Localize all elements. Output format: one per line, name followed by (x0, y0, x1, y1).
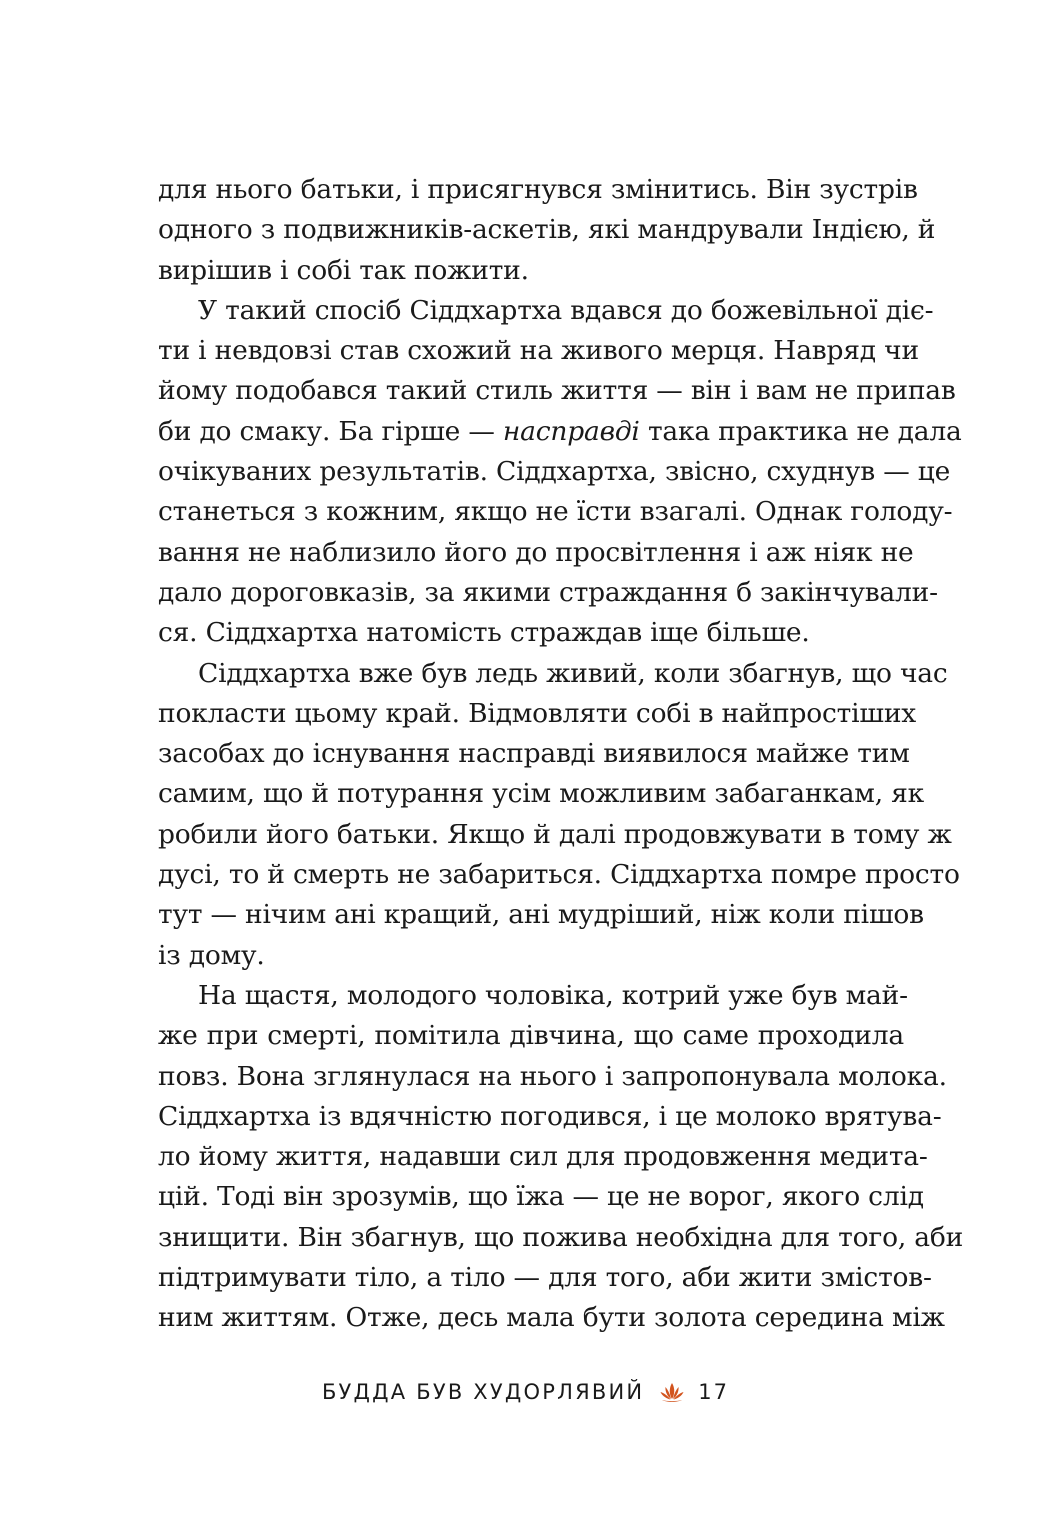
paragraph (158, 654, 960, 976)
text-line: би до смаку. Ба гірше — насправді така практика не дала (158, 415, 962, 447)
text-line: ти і невдовзі став схожий на живого мерця. Навряд чи (158, 335, 919, 367)
text-line: У такий спосіб Сіддхартха вдався до божевільної діє- (198, 294, 934, 326)
text-line: ним життям. Отже, десь мала бути золота середина між (158, 1302, 945, 1334)
text-line: Сіддхартха із вдячністю погодився, і це молоко врятува- (158, 1100, 942, 1132)
text-line: На щастя, молодого чоловіка, котрий уже був май- (198, 979, 908, 1011)
paragraph (158, 170, 936, 291)
text-line: вирішив і собі так пожити. (158, 254, 529, 286)
text-line: знищити. Він збагнув, що пожива необхідна для того, аби (158, 1221, 964, 1253)
paragraph (158, 976, 964, 1339)
text-line: повз. Вона зглянулася на нього і запропонувала молока. (158, 1060, 947, 1092)
text-line: із дому. (158, 939, 265, 971)
page-number: 17 (698, 1380, 730, 1404)
text-line: засобах до існування насправді виявилося майже тим (158, 738, 910, 770)
text-line: Сіддхартха вже був ледь живий, коли збагнув, що час (198, 657, 948, 689)
text-line: ся. Сіддхартха натомість страждав іще більше. (158, 617, 810, 649)
emphasis: насправді (502, 415, 640, 447)
text-line: ло йому життя, надавши сил для продовження медита- (158, 1141, 928, 1173)
text-line: тут — нічим ані кращий, ані мудріший, ніж коли пішов (158, 899, 924, 931)
body-text (158, 170, 964, 1339)
text-line: же при смерті, помітила дівчина, що саме проходила (158, 1020, 904, 1052)
text-line: очікуваних результатів. Сіддхартха, звісно, схуднув — це (158, 456, 951, 488)
text-line: цій. Тоді він зрозумів, що їжа — це не ворог, якого слід (158, 1181, 924, 1213)
text-line: дусі, то й смерть не забариться. Сіддхартха помре просто (158, 859, 960, 891)
text-line: вання не наблизило його до просвітлення і аж ніяк не (158, 536, 914, 568)
text-line: покласти цьому край. Відмовляти собі в найпростіших (158, 697, 917, 729)
paragraph (158, 291, 962, 654)
text-line: підтримувати тіло, а тіло — для того, аби жити змістов- (158, 1262, 932, 1294)
text-line: йому подобався такий стиль життя — він і вам не припав (158, 375, 956, 407)
running-title: БУДДА БУВ ХУДОРЛЯВИЙ (321, 1380, 645, 1404)
text-line: станеться з кожним, якщо не їсти взагалі. Однак голоду- (158, 496, 953, 528)
text-line: для нього батьки, і присягнувся змінитись. Він зустрів (158, 174, 918, 205)
page-footer (0, 1372, 1051, 1412)
text-line: одного з подвижників-аскетів, які мандрували Індією, й (158, 214, 936, 246)
text-line: дало дороговказів, за якими страждання б закінчували- (158, 576, 938, 608)
text-line: робили його батьки. Якщо й далі продовжувати в тому ж (158, 818, 952, 850)
lotus-icon (658, 1381, 686, 1403)
text-line: самим, що й потурання усім можливим забаганкам, як (158, 778, 925, 810)
